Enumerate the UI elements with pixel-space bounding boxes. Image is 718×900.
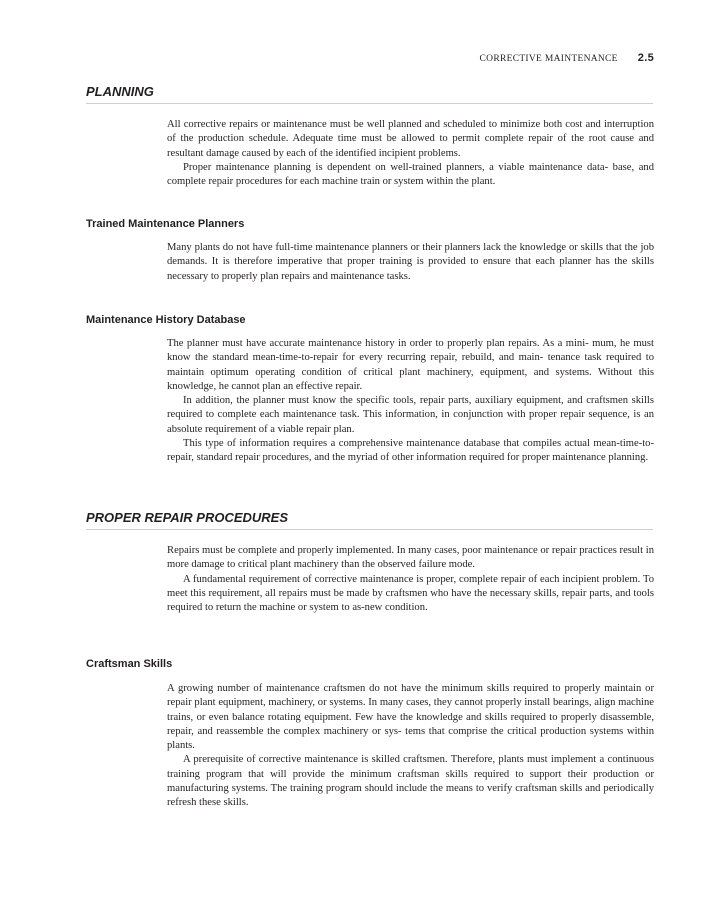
paragraph: This type of information requires a comprehensive maintenance database that compiles actual mean-time-to-repair, standard repair procedures, and the myriad of other information required for proper maintenance planning. (167, 438, 654, 464)
running-head-title: CORRECTIVE MAINTENANCE (479, 54, 618, 64)
page-number: 2.5 (637, 52, 654, 64)
paragraph: The planner must have accurate maintenance history in order to properly plan repairs. As a mini- mum, he must know the standard mean-time-to-repair for every recurring repair, rebuild, and main- tenance task required to maintain optimum operating condition of critical plant machinery, equipment, and systems. Without this knowledge, he cannot plan an effective repair. (167, 338, 654, 392)
paragraph: A growing number of maintenance craftsmen do not have the minimum skills required to properly maintain or repair plant equipment, machinery, or systems. In many cases, they cannot properly install bearings, align machine trains, or even balance rotating equipment. Few have the knowledge and skills required to properly disassemble, repair, and reassemble the complex machinery or sys- tems that comprise the critical production systems within plants. (167, 683, 654, 752)
section-heading-repair-procedures: PROPER REPAIR PROCEDURES (86, 510, 653, 530)
paragraph: Proper maintenance planning is dependent on well-trained planners, a viable maintenance data- base, and complete repair procedures for each machine train or system within the plant. (167, 161, 654, 188)
subheading-craftsman-skills: Craftsman Skills (86, 658, 173, 670)
history-database-body (167, 337, 654, 466)
paragraph: A fundamental requirement of corrective maintenance is proper, complete repair of each incipient problem. To meet this requirement, all repairs must be made by craftsmen who have the necessary skills, repair parts, and tools required to return the machine or system to as-new condition. (167, 573, 654, 614)
paragraph: All corrective repairs or maintenance must be well planned and scheduled to minimize both cost and interruption of the production schedule. Adequate time must be allowed to permit complete repair of the root cause and resultant damage caused by each of the identified incipient problems. (167, 119, 654, 159)
paragraph: In addition, the planner must know the specific tools, repair parts, auxiliary equipment, and craftsmen skills required to complete each maintenance task. This information, in conjunction with proper repair sequence, is an absolute requirement of a viable repair plan. (167, 395, 654, 435)
running-head (480, 52, 654, 64)
section-heading-planning: PLANNING (86, 84, 653, 104)
trained-planners-body (167, 241, 654, 284)
paragraph: Many plants do not have full-time maintenance planners or their planners lack the knowledge or skills that the job demands. It is therefore imperative that proper training is provided to ensure that each planner has the skills necessary to properly plan repairs and maintenance tasks. (167, 242, 654, 282)
paragraph: A prerequisite of corrective maintenance is skilled craftsmen. Therefore, plants must implement a continuous training program that will provide the minimum craftsman skills required to support their production or manufacturing systems. The training program should include the means to verify craftsman skills and periodically refresh these skills. (167, 754, 654, 809)
subheading-history-database: Maintenance History Database (86, 314, 246, 326)
subheading-trained-planners: Trained Maintenance Planners (86, 218, 245, 230)
planning-body (167, 118, 654, 189)
paragraph: Repairs must be complete and properly implemented. In many cases, poor maintenance or repair practices result in more damage to critical plant machinery than the observed failure mode. (167, 545, 654, 571)
repair-procedures-body (167, 544, 654, 615)
craftsman-skills-body (167, 682, 654, 811)
